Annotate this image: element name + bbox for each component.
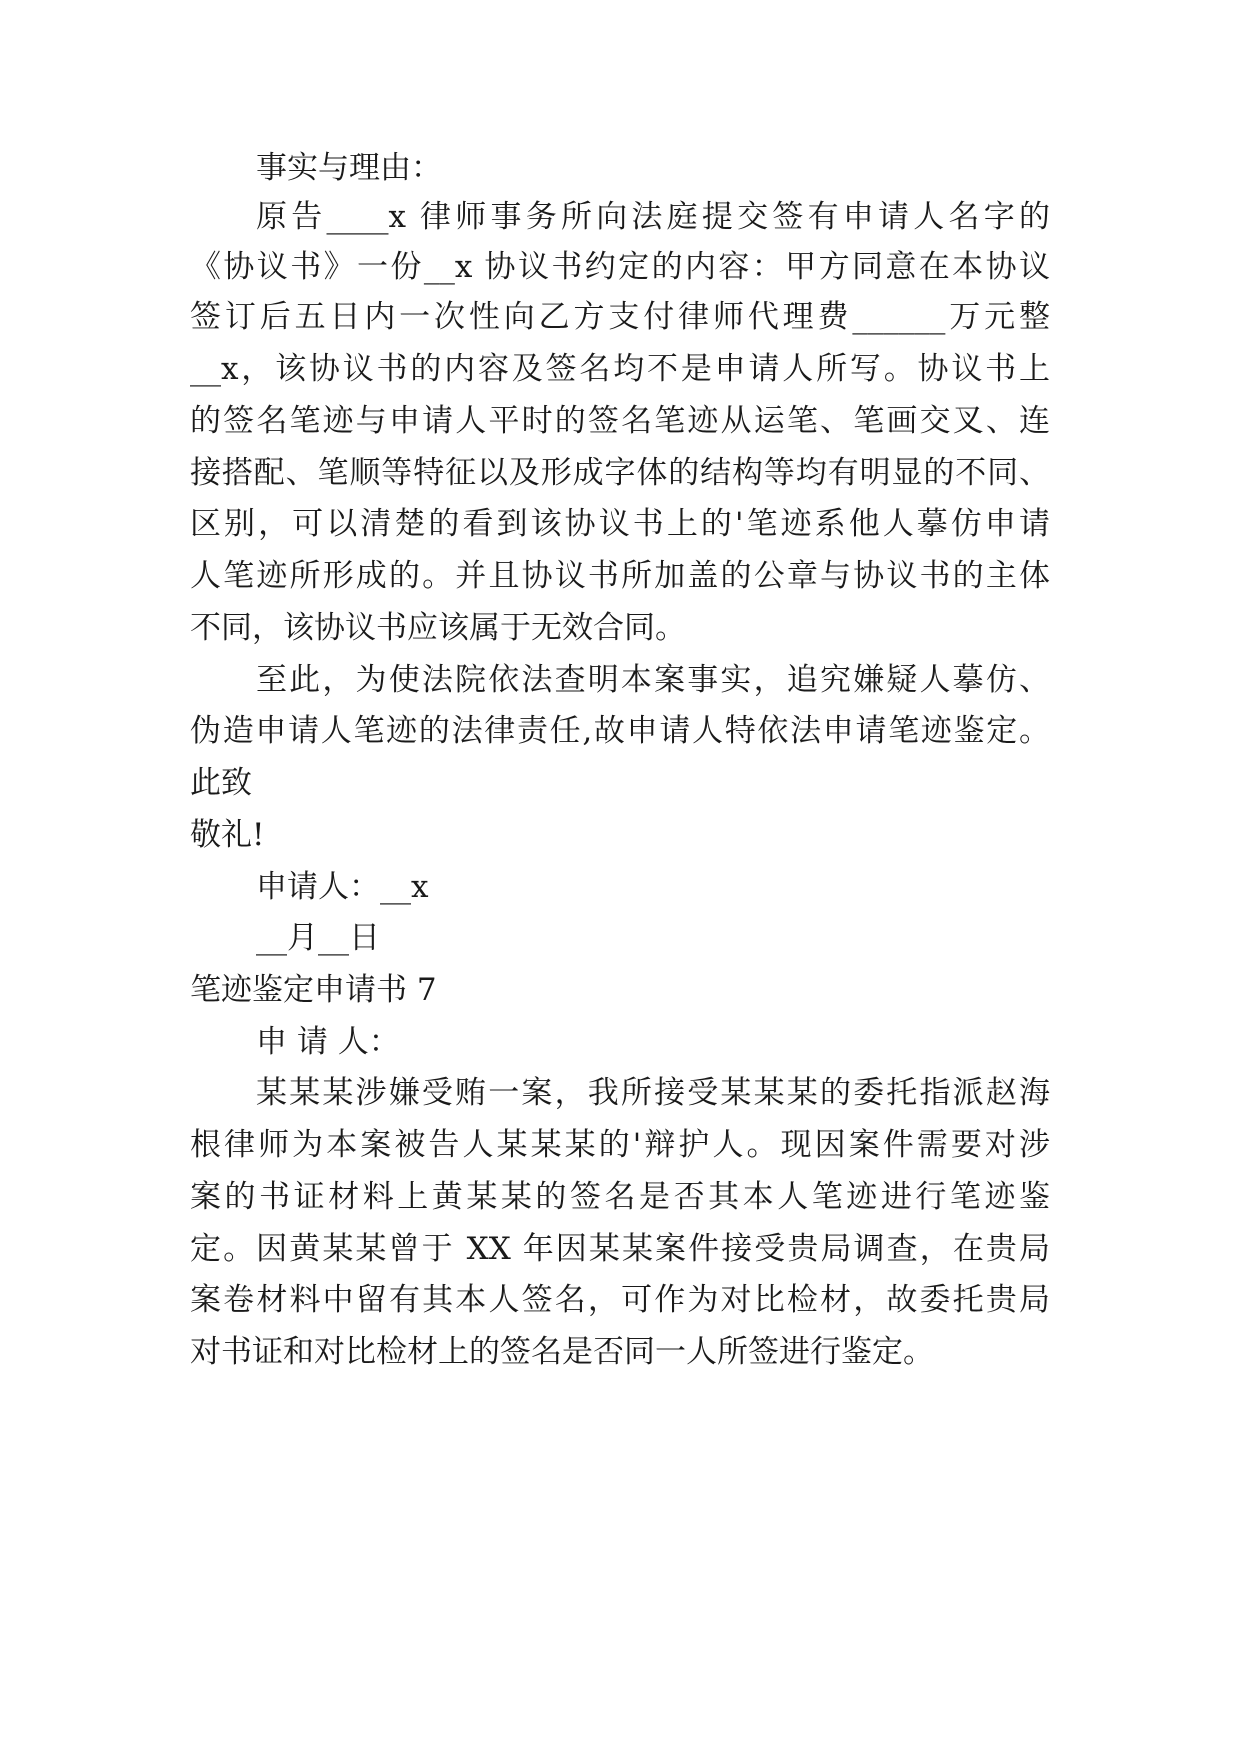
closing-salutation: 此致	[190, 765, 252, 801]
paragraph-line: 区别，可以清楚的看到该协议书上的'笔迹系他人摹仿申请	[190, 506, 1050, 542]
paragraph-line: __x，该协议书的内容及签名均不是申请人所写。协议书上	[190, 351, 1050, 387]
paragraph-line: 伪造申请人笔迹的法律责任,故申请人特依法申请笔迹鉴定。	[190, 713, 1050, 749]
paragraph-line: 至此，为使法院依法查明本案事实，追究嫌疑人摹仿、	[256, 662, 1050, 698]
closing-regards: 敬礼!	[190, 817, 265, 853]
signature-date: __月__日	[256, 920, 380, 956]
paragraph-line: 原告____x 律师事务所向法庭提交签有申请人名字的	[256, 199, 1050, 235]
paragraph-line: 对书证和对比检材上的签名是否同一人所签进行鉴定。	[190, 1334, 934, 1370]
paragraph-line: 的签名笔迹与申请人平时的签名笔迹从运笔、笔画交叉、连	[190, 403, 1050, 439]
paragraph-line: 签订后五日内一次性向乙方支付律师代理费______万元整	[190, 299, 1050, 335]
paragraph-line: 《协议书》一份__x 协议书约定的内容：甲方同意在本协议	[190, 249, 1050, 285]
applicant-signature: 申请人：__x	[256, 869, 429, 905]
section-heading-facts: 事实与理由：	[256, 150, 442, 186]
paragraph-line: 接搭配、笔顺等特征以及形成字体的结构等均有明显的不同、	[190, 455, 1050, 491]
paragraph-line: 案卷材料中留有其本人签名，可作为对比检材，故委托贵局	[190, 1282, 1050, 1318]
applicant-label: 申 请 人：	[256, 1024, 400, 1060]
paragraph-line: 不同，该协议书应该属于无效合同。	[190, 610, 686, 646]
paragraph-line: 人笔迹所形成的。并且协议书所加盖的公章与协议书的主体	[190, 558, 1050, 594]
paragraph-line: 定。因黄某某曾于 XX 年因某某案件接受贵局调查，在贵局	[190, 1231, 1050, 1267]
paragraph-line: 根律师为本案被告人某某某的'辩护人。现因案件需要对涉	[190, 1127, 1050, 1163]
paragraph-line: 某某某涉嫌受贿一案，我所接受某某某的委托指派赵海	[256, 1075, 1050, 1111]
paragraph-line: 案的书证材料上黄某某的签名是否其本人笔迹进行笔迹鉴	[190, 1179, 1050, 1215]
document-title: 笔迹鉴定申请书 7	[190, 972, 437, 1008]
